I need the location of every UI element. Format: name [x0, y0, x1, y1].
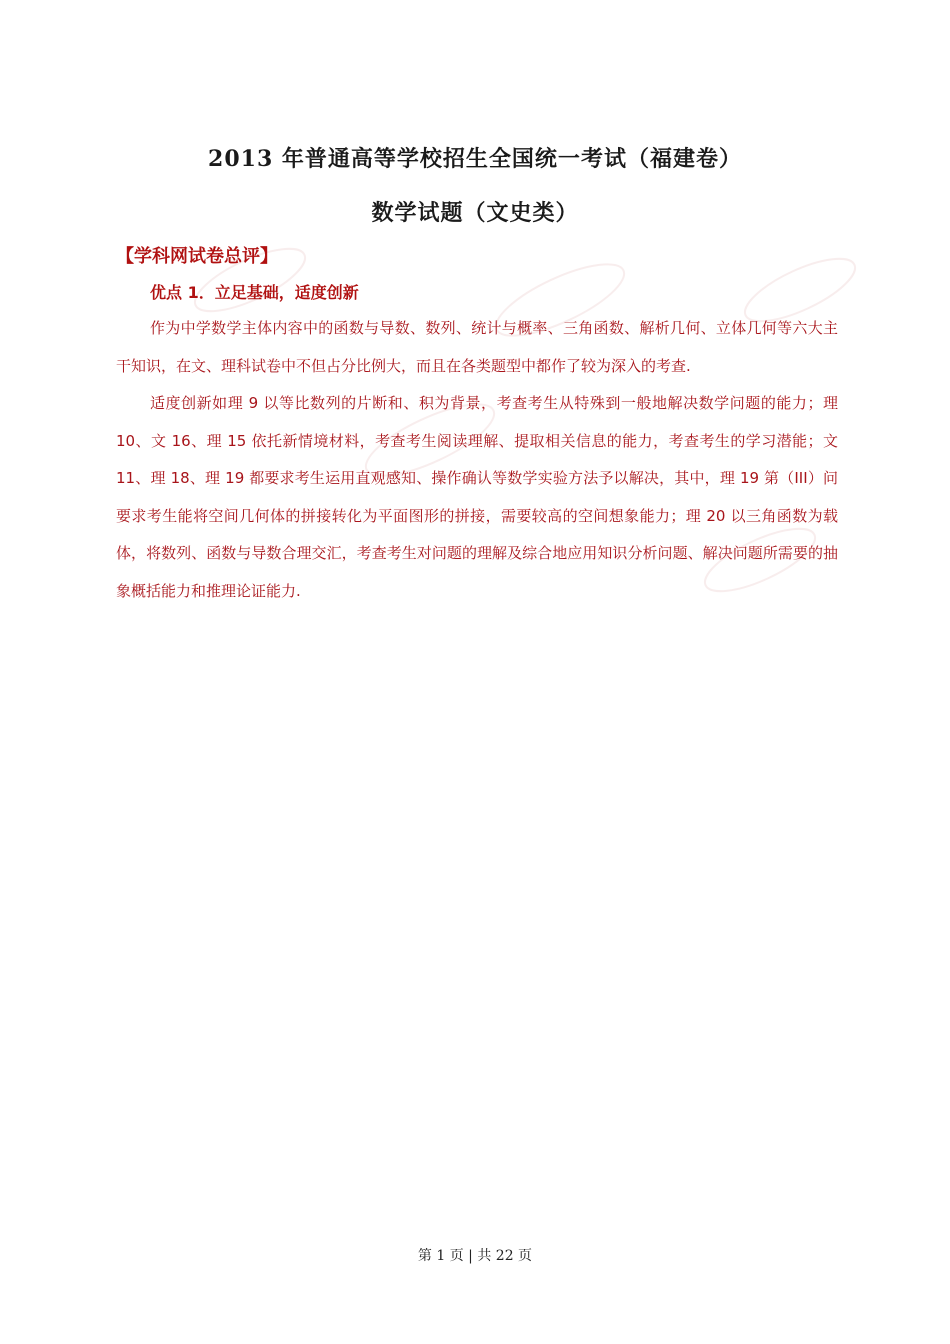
- point-heading: 优点 1．立足基础，适度创新: [150, 283, 359, 302]
- page-number-label: 第 1 页 | 共 22 页: [417, 1248, 533, 1264]
- section-heading: 【学科网试卷总评】: [116, 246, 278, 267]
- document-title: 2013 年普通高等学校招生全国统一考试（福建卷）: [208, 146, 742, 172]
- document-subtitle: 数学试题（文史类）: [371, 200, 579, 226]
- body-paragraph-1: 作为中学数学主体内容中的函数与导数、数列、统计与概率、三角函数、解析几何、立体几何等六大主干知识，在文、理科试卷中不但占分比例大，而且在各类题型中都作了较为深入的考查.: [116, 319, 838, 375]
- page-footer: [0, 1245, 950, 1265]
- body-paragraph-2: 适度创新如理 9 以等比数列的片断和、积为背景，考查考生从特殊到一般地解决数学问题的能力；理 10、文 16、理 15 依托新情境材料，考查考生阅读理解、提取相关信息的能力，考查考生的学习潜能；文 11、理 18、理 19 都要求考生运用直观感知、操作确认等数学实验方法予以解决，其中，理 19 第（III）问要求考生能将空间几何体的拼接转化为平面图形的拼接，需要较高的空间想象能力；理 20 以三角函数为载体，将数列、函数与导数合理交汇，考查考生对问题的理解及综合地应用知识分析问题、解决问题所需要的抽象概括能力和推理论证能力.: [116, 394, 838, 600]
